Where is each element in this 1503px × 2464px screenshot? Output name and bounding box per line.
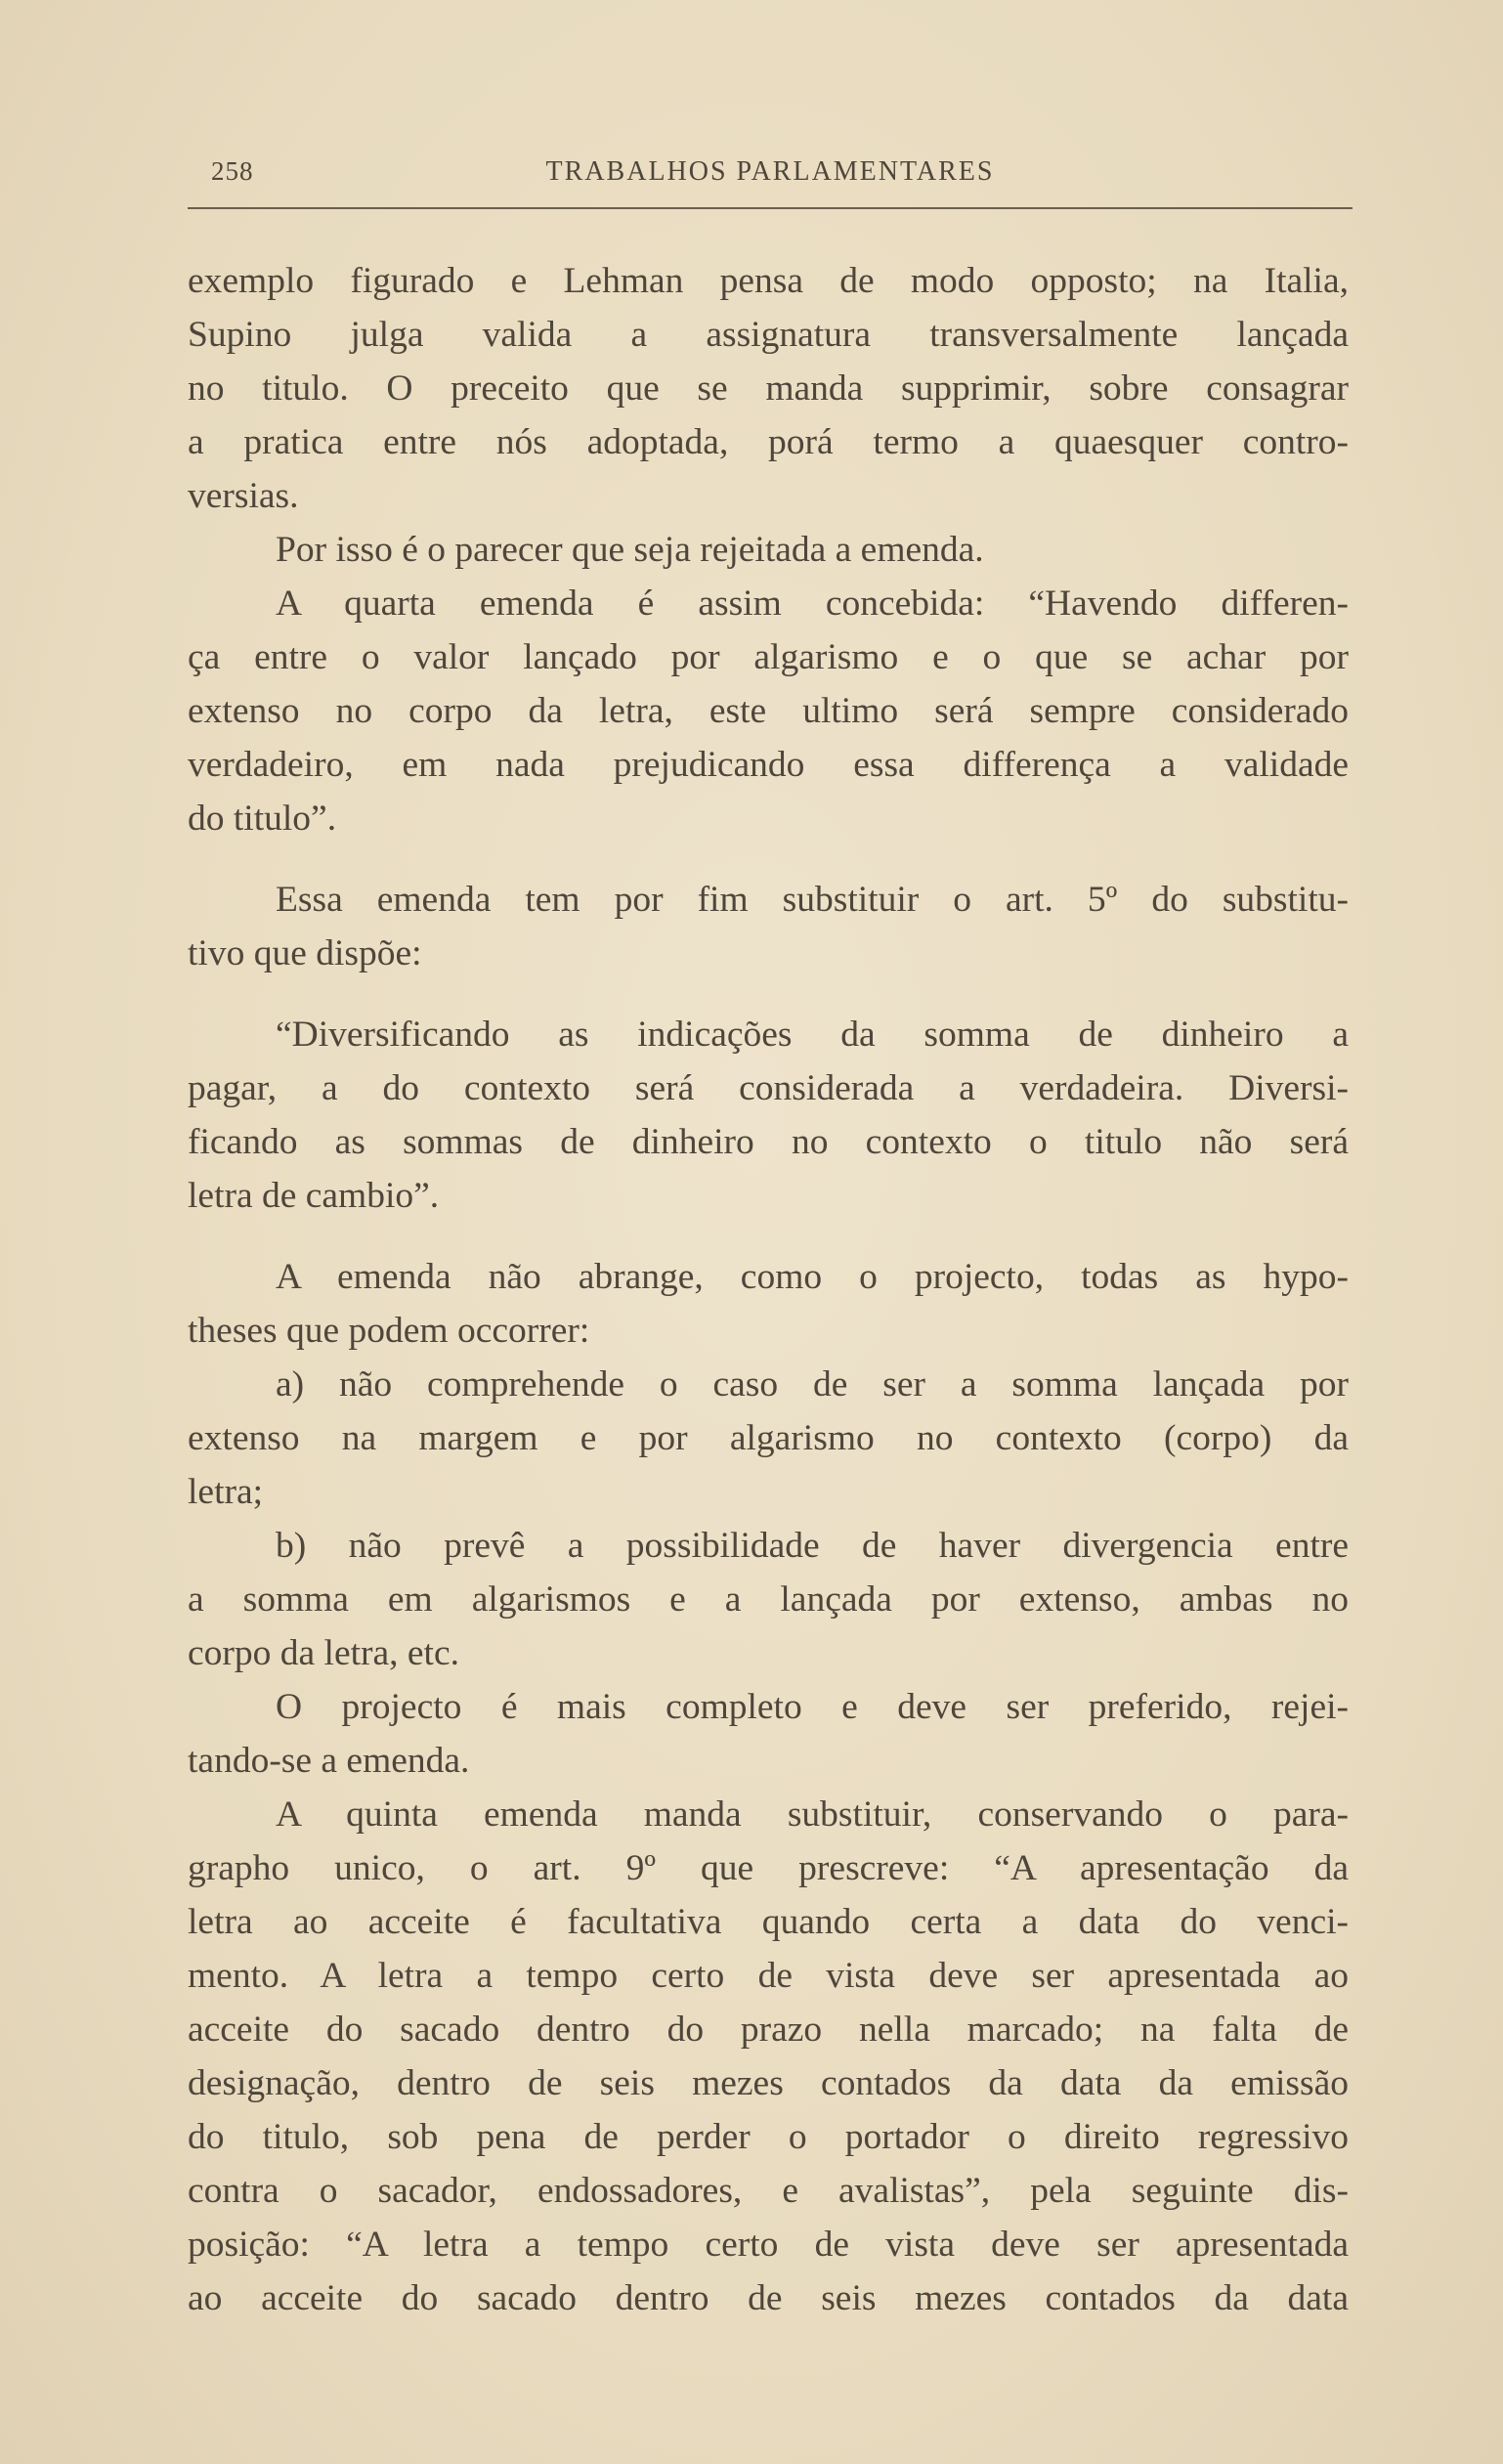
text-line: corpo da letra, etc. [188,1633,459,1673]
page-header [188,156,1353,207]
text-line: posição: “A letra a tempo certo de vista deve ser apresentada [188,2225,1349,2265]
running-title: TRABALHOS PARLAMENTARES [545,156,995,187]
text-line: ao acceite do sacado dentro de seis mezes contados da data [188,2278,1349,2318]
text-line: no titulo. O preceito que se manda supprimir, sobre consagrar [188,368,1349,409]
text-line: A quarta emenda é assim concebida: “Havendo differen- [276,584,1349,624]
text-line: ça entre o valor lançado por algarismo e o que se achar por [188,637,1349,677]
text-line: Essa emenda tem por fim substituir o art. 5º do substitu- [276,880,1349,920]
text-line: A quinta emenda manda substituir, conservando o para- [276,1794,1349,1835]
text-line: grapho unico, o art. 9º que prescreve: “A apresentação da [188,1848,1349,1888]
text-line: versias. [188,476,299,516]
header-rule [188,207,1353,209]
text-line: tando-se a emenda. [188,1741,470,1781]
quote-line: pagar, a do contexto será considerada a verdadeira. Diversi- [188,1068,1349,1108]
text-line: a) não comprehende o caso de ser a somma lançada por [276,1364,1349,1405]
text-line: A emenda não abrange, como o projecto, todas as hypo- [276,1257,1349,1297]
text-line: do titulo”. [188,799,337,839]
text-line: a pratica entre nós adoptada, porá termo a quaesquer contro- [188,422,1349,462]
text-line: O projecto é mais completo e deve ser preferido, rejei- [276,1687,1349,1727]
text-line: acceite do sacado dentro do prazo nella marcado; na falta de [188,2010,1349,2050]
text-line: extenso na margem e por algarismo no contexto (corpo) da [188,1418,1349,1458]
text-line: tivo que dispõe: [188,933,422,973]
text-line: contra o sacador, endossadores, e avalistas”, pela seguinte dis- [188,2171,1349,2211]
text-line: extenso no corpo da letra, este ultimo será sempre considerado [188,691,1349,731]
quote-line: ficando as sommas de dinheiro no contexto o titulo não será [188,1122,1349,1162]
quote-line: “Diversificando as indicações da somma de dinheiro a [276,1015,1349,1055]
page-number: 258 [211,156,254,186]
text-line: verdadeiro, em nada prejudicando essa differença a validade [188,745,1349,785]
text-line: b) não prevê a possibilidade de haver divergencia entre [276,1526,1349,1566]
text-line: Por isso é o parecer que seja rejeitada a emenda. [276,530,984,570]
text-line: theses que podem occorrer: [188,1311,590,1351]
body-text [188,254,1349,2325]
text-line: letra ao acceite é facultativa quando certa a data do venci- [188,1902,1349,1942]
text-line: exemplo figurado e Lehman pensa de modo opposto; na Italia, [188,261,1349,301]
text-line: a somma em algarismos e a lançada por extenso, ambas no [188,1579,1349,1620]
text-line: mento. A letra a tempo certo de vista deve ser apresentada ao [188,1956,1349,1996]
text-line: Supino julga valida a assignatura transversalmente lançada [188,315,1349,355]
text-line: letra; [188,1472,264,1512]
quote-line: letra de cambio”. [188,1176,440,1216]
text-line: do titulo, sob pena de perder o portador o direito regressivo [188,2117,1349,2157]
text-line: designação, dentro de seis mezes contados da data da emissão [188,2063,1349,2103]
